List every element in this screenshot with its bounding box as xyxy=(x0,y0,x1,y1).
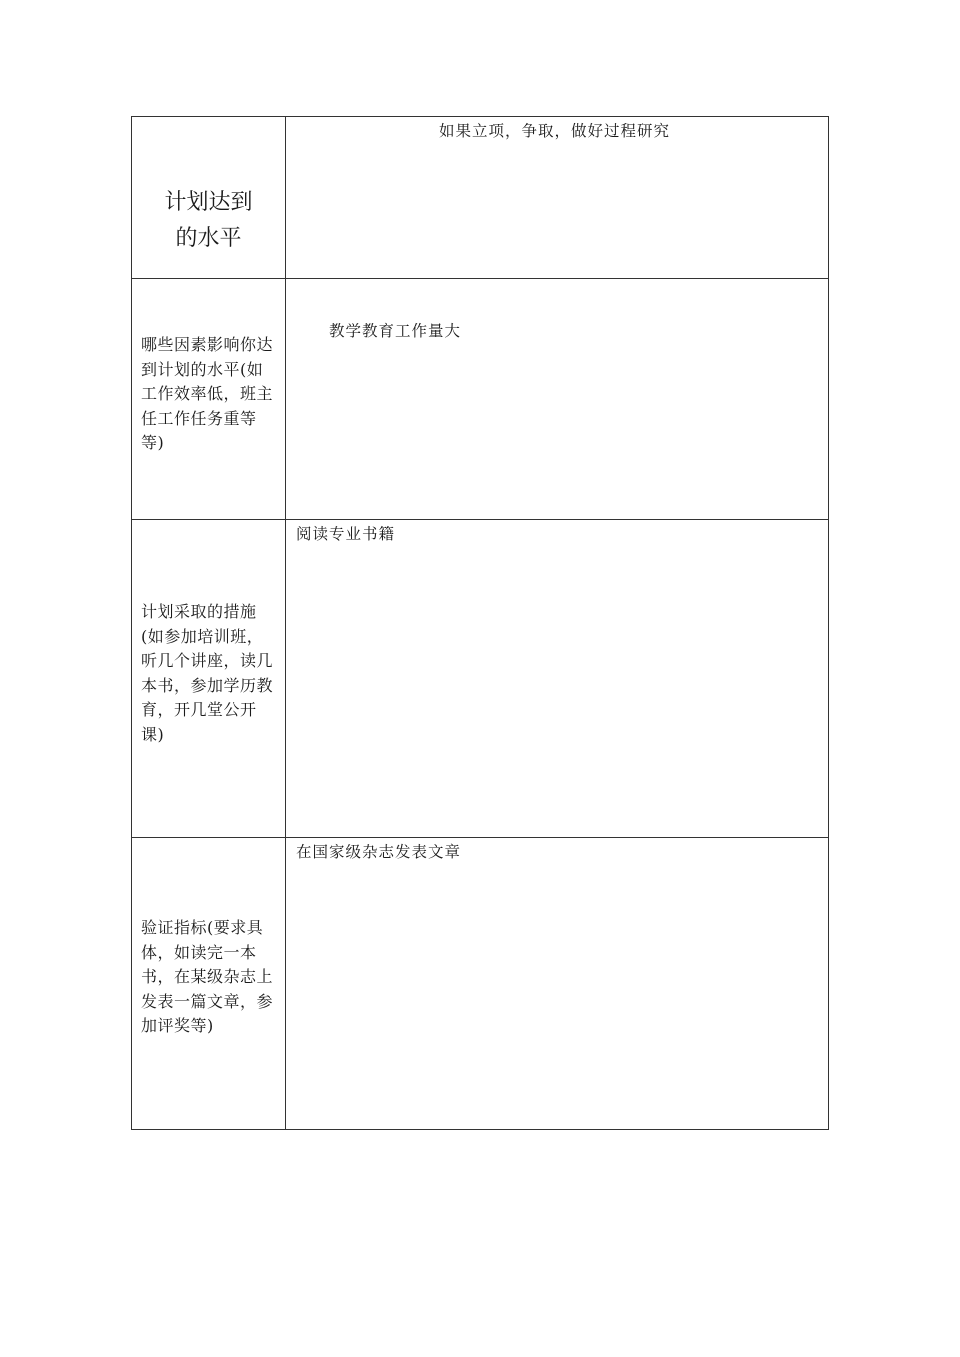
row-label-cell xyxy=(132,520,286,838)
row-content-cell xyxy=(286,520,829,838)
row-content: 如果立项，争取，做好过程研究 xyxy=(439,122,671,140)
row-label: 计划达到 的水平 xyxy=(164,190,253,251)
row-label: 计划采取的措施(如参加培训班，听几个讲座，读几本书，参加学历教育，开几堂公开课) xyxy=(141,602,274,744)
table-row xyxy=(132,279,829,520)
row-content-cell xyxy=(286,279,829,520)
table-row xyxy=(132,520,829,838)
row-content-cell xyxy=(286,117,829,279)
row-label-cell xyxy=(132,117,286,279)
row-content-cell xyxy=(286,838,829,1130)
row-content: 阅读专业书籍 xyxy=(296,525,396,543)
plan-form-table xyxy=(131,116,829,1130)
row-content: 教学教育工作量大 xyxy=(329,322,462,340)
row-label: 验证指标(要求具体，如读完一本书，在某级杂志上发表一篇文章，参加评奖等) xyxy=(141,918,274,1035)
row-label-cell xyxy=(132,279,286,520)
row-content: 在国家级杂志发表文章 xyxy=(296,843,462,861)
table-row xyxy=(132,117,829,279)
row-label: 哪些因素影响你达到计划的水平(如工作效率低，班主任工作任务重等等) xyxy=(141,335,274,452)
row-label-cell xyxy=(132,838,286,1130)
table-row xyxy=(132,838,829,1130)
